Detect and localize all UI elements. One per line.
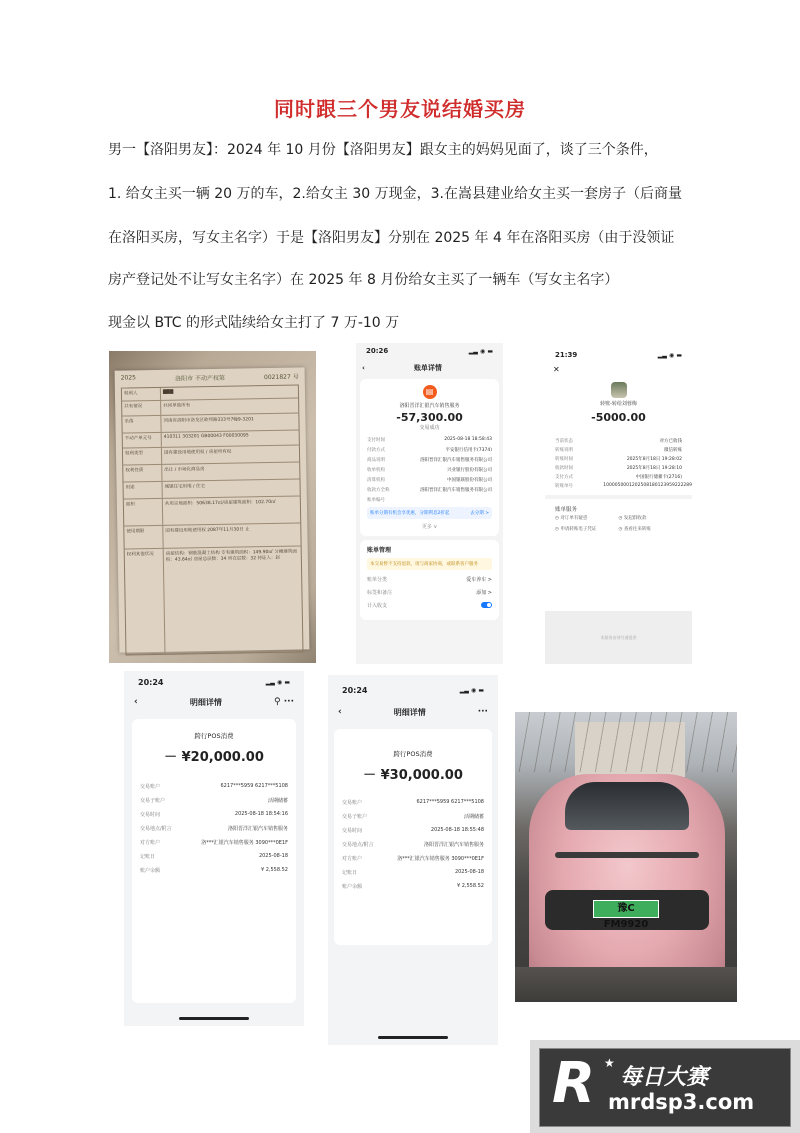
service-label: 对订单有疑惑 — [560, 516, 588, 521]
toggle-knob — [487, 603, 491, 607]
merchant-name: 洛阳晋洋汇银汽车销售服务 — [399, 403, 460, 409]
payee-avatar — [611, 382, 627, 398]
paragraph-5: 现金以 BTC 的形式陆续给女主打了 7 万-10 万 — [108, 315, 400, 331]
detail-label: 转账说明 — [555, 448, 573, 453]
detail-value: 对方已收钱 — [659, 439, 682, 444]
detail-value: 2025-08-18 — [454, 869, 484, 875]
detail-value: 活期储蓄 — [463, 814, 484, 820]
bill-service-title: 账单服务 — [555, 507, 578, 513]
transaction-type: 跨行POS消费 — [194, 732, 234, 740]
detail-row — [342, 841, 484, 848]
detail-value: 2025年8月18日 19:28:10 — [626, 466, 682, 471]
certificate-row-value: 河南省洛阳市洛龙区欧邦路333号7幢9-3201 — [163, 417, 254, 424]
detail-row — [140, 783, 288, 790]
star-icon: ★ — [604, 1056, 615, 1070]
license-plate: 豫C FM9920 — [593, 900, 659, 918]
certificate-row-value: 房屋结构：钢筋混凝土结构 专有建筑面积：149.90㎡ 分摊建筑面积：43.64㎡ 房屋总层数：34 所在层数：32 持证人：赵 — [165, 549, 297, 563]
watermark-site: mrdsp3.com — [608, 1090, 755, 1114]
detail-value: 中国银行储蓄卡(2716) — [635, 475, 682, 480]
watermark-logo: R — [552, 1051, 596, 1116]
bill-nav — [356, 359, 503, 377]
property-certificate-photo — [109, 351, 316, 663]
certificate-row — [124, 496, 300, 526]
certificate-row-label: 使用期限 — [124, 526, 163, 549]
bill-status: 交易成功 — [419, 425, 440, 431]
manage-row[interactable] — [367, 589, 492, 596]
detail-row — [140, 811, 288, 818]
paragraph-3: 在洛阳买房，写女主名字）于是【洛阳男友】分别在 2025 年 4 年在洛阳买房（由于没领证 — [108, 230, 675, 246]
transfer-rows — [545, 438, 692, 489]
detail-row — [367, 487, 492, 493]
detail-value: ¥ 2,558.52 — [456, 883, 484, 889]
detail-label: 对方账户 — [140, 840, 161, 846]
home-indicator — [378, 1036, 448, 1039]
status-bar — [356, 343, 503, 359]
detail-value: 洛***汇银汽车销售服务 3090***0E1F — [201, 840, 288, 846]
detail-value: 2025-08-18 18:55:48 — [430, 827, 484, 833]
paragraph-4: 房产登记处不让写女主名字）在 2025 年 8 月份给女主买了一辆车（写女主名字） — [108, 272, 619, 288]
detail-value: 1000050001202508180123959222289 — [603, 483, 692, 488]
certificate-row-label: 面积 — [124, 499, 163, 526]
more-icon[interactable]: ··· — [283, 697, 294, 707]
service-item[interactable] — [555, 526, 619, 532]
battery-icon: ▂▃ ◉ ▬ — [657, 351, 682, 359]
more-toggle[interactable]: 更多 ∨ — [421, 524, 438, 530]
detail-value: 洛阳晋洋汇银汽车销售服务有限公司 — [420, 458, 492, 463]
status-bar — [328, 681, 498, 699]
manage-row-value: 添加 > — [476, 590, 492, 596]
detail-label: 支付时间 — [367, 438, 385, 443]
detail-value: 洛阳晋洋汇银汽车销售服务有限公司 — [420, 488, 492, 493]
back-icon[interactable]: ‹ — [134, 697, 138, 707]
certificate-row — [125, 546, 303, 654]
detail-row — [140, 867, 288, 874]
detail-value: 2025-08-18 — [258, 853, 288, 859]
paragraph-2: 1. 给女主买一辆 20 万的车，2.给女主 30 万现金，3.在嵩县建业给女主买一套房子（后商量 — [108, 186, 682, 202]
pos-card — [334, 729, 492, 945]
detail-value: 2025-08-18 18:54:16 — [234, 811, 288, 817]
bill-services — [545, 515, 692, 532]
detail-row — [555, 474, 682, 480]
service-icon: ◷ — [555, 516, 561, 521]
detail-value: 兴业银行股份有限公司 — [447, 468, 492, 473]
transaction-type: 跨行POS消费 — [393, 750, 433, 758]
service-item[interactable] — [619, 526, 683, 532]
windshield — [565, 782, 689, 830]
certificate-row-label: 用途 — [124, 482, 163, 499]
pos-nav — [124, 691, 304, 713]
transaction-amount: － ¥20,000.00 — [164, 750, 264, 765]
bill-card — [360, 379, 499, 536]
pos-rows — [140, 783, 288, 874]
transfer-amount: -5000.00 — [591, 411, 646, 424]
certificate-row-value: 出让 / 市场化商品房 — [164, 467, 205, 473]
certificate-row — [124, 523, 300, 549]
promo-action[interactable]: 去分期 > — [470, 511, 489, 516]
parking-ground — [515, 967, 737, 1002]
status-time: 20:24 — [342, 685, 368, 695]
detail-row — [342, 827, 484, 834]
detail-label: 账户余额 — [140, 868, 161, 874]
certificate-heading: 不动产权第 — [194, 374, 226, 383]
detail-label: 记账日 — [342, 870, 358, 876]
detail-label: 收款时间 — [555, 466, 573, 471]
certificate-row-label: 权利性质 — [123, 465, 162, 482]
detail-row — [140, 839, 288, 846]
more-icon[interactable]: ··· — [477, 707, 488, 717]
watermark — [530, 1040, 800, 1133]
merchant-icon: ▤ — [423, 385, 437, 399]
detail-label: 对方账户 — [342, 856, 363, 862]
certificate-city: 洛阳市 — [174, 375, 194, 383]
detail-label: 转账时间 — [555, 457, 573, 462]
status-bar — [545, 347, 692, 363]
certificate-row-value: 国有建设用地使用权 2087年11月30日 止 — [165, 527, 250, 534]
service-label: 申请转账电子凭证 — [560, 527, 597, 532]
manage-row[interactable] — [367, 602, 492, 609]
transfer-detail-screenshot — [545, 343, 692, 664]
detail-label: 商品说明 — [367, 458, 385, 463]
service-icon: ◷ — [555, 527, 561, 532]
refund-notice: 本交易暂不支持退款，请与商家协商，或联系客户服务 — [367, 558, 492, 570]
detail-value: 洛阳晋洋汇银汽车销售服务 — [423, 842, 484, 848]
detail-row — [342, 869, 484, 876]
certificate-row-label: 不动产单元号 — [123, 433, 162, 448]
bill-manage-title: 账单管理 — [367, 547, 392, 554]
detail-label: 交易地点/附言 — [342, 842, 374, 848]
pos-rows — [342, 799, 484, 890]
status-time: 21:39 — [555, 351, 578, 359]
detail-row — [367, 477, 492, 483]
detail-row — [342, 813, 484, 820]
detail-label: 账单编号 — [367, 498, 385, 503]
bill-rows — [367, 437, 492, 503]
bill-detail-screenshot — [356, 343, 503, 664]
certificate-row-label: 权利人 — [122, 388, 161, 401]
installment-promo[interactable] — [367, 507, 492, 519]
pos-page-title: 明细详情 — [189, 697, 222, 707]
pos-nav — [328, 701, 498, 723]
detail-label: 交易时间 — [342, 828, 363, 834]
detail-label: 付款方式 — [367, 448, 385, 453]
detail-row — [555, 447, 682, 453]
detail-value: 6217***5959 6217***5108 — [416, 799, 484, 805]
detail-row — [367, 457, 492, 463]
manage-rows — [367, 576, 492, 609]
pos-detail-2-screenshot — [328, 675, 498, 1045]
service-label: 发起群收款 — [623, 516, 647, 521]
detail-value: 微信转账 — [664, 448, 682, 453]
detail-label: 收款方全称 — [367, 488, 390, 493]
certificate-year: 2025 — [120, 374, 137, 382]
certificate-row-label: 坐落 — [122, 416, 161, 433]
pink-car-photo — [515, 712, 737, 1002]
detail-row — [342, 799, 484, 806]
detail-value: 2025-08-18 18:58:43 — [444, 437, 492, 442]
battery-icon: ▂▃ ◉ ▬ — [265, 678, 290, 686]
promo-text: 账单分期有机会享优惠，分期利息2折起 — [370, 511, 450, 516]
status-bar — [124, 673, 304, 691]
transaction-amount: － ¥30,000.00 — [363, 768, 463, 783]
detail-row — [140, 825, 288, 832]
headlight-bar — [555, 852, 699, 858]
detail-value: 2025年8月18日 19:28:02 — [626, 457, 682, 462]
detail-row — [367, 437, 492, 443]
detail-value: 洛***汇银汽车销售服务 3090***0E1F — [397, 856, 484, 862]
home-indicator — [179, 1017, 249, 1020]
detail-label: 交易子账户 — [140, 798, 166, 804]
detail-row — [140, 853, 288, 860]
certificate-row-value: 城镇住宅用地 / 住宅 — [164, 484, 206, 490]
detail-row — [342, 855, 484, 862]
bill-amount: -57,300.00 — [396, 411, 463, 424]
detail-value: 洛阳晋洋汇银汽车销售服务 — [227, 826, 288, 832]
service-item[interactable] — [555, 515, 619, 521]
certificate-table — [121, 384, 304, 655]
bill-page-title: 账单详情 — [413, 364, 442, 372]
certificate-number: 0021827 — [263, 373, 291, 382]
service-icon: ◷ — [618, 516, 624, 521]
toggle-switch[interactable] — [481, 602, 492, 608]
close-icon[interactable]: ✕ — [553, 365, 560, 374]
detail-row — [367, 467, 492, 473]
service-label: 查看往来转账 — [623, 527, 651, 532]
detail-label: 收单机构 — [367, 468, 385, 473]
manage-row[interactable] — [367, 576, 492, 583]
service-item[interactable] — [619, 515, 683, 521]
detail-row — [555, 438, 682, 444]
detail-row — [342, 883, 484, 890]
paragraph-1: 男一【洛阳男友】：2024 年 10 月份【洛阳男友】跟女主的妈妈见面了，谈了三个条件， — [108, 142, 658, 158]
detail-label: 当前状态 — [555, 439, 573, 444]
search-icon[interactable]: ⚲ — [274, 697, 281, 707]
detail-value: 平安银行信用卡(7374) — [445, 448, 492, 453]
pos-detail-1-screenshot — [124, 671, 304, 1026]
battery-icon: ▂▃ ◉ ▬ — [459, 686, 484, 694]
detail-label: 交易地点/附言 — [140, 826, 172, 832]
detail-label: 支付方式 — [555, 475, 573, 480]
detail-value: 中国银联股份有限公司 — [447, 478, 492, 483]
detail-row — [140, 797, 288, 804]
detail-row — [367, 497, 492, 503]
footer-text: 本服务由财付通提供 — [600, 635, 637, 640]
manage-row-label: 账单分类 — [367, 577, 388, 583]
detail-row — [555, 483, 692, 489]
status-time: 20:26 — [366, 347, 389, 355]
detail-row — [555, 465, 682, 471]
detail-value: 6217***5959 6217***5108 — [220, 783, 288, 789]
detail-label: 交易时间 — [140, 812, 161, 818]
manage-row-label: 计入收支 — [367, 603, 388, 609]
document-title: 同时跟三个男友说结婚买房 — [274, 97, 526, 121]
detail-label: 转账单号 — [555, 484, 573, 489]
detail-label: 记账日 — [140, 854, 156, 860]
certificate-row-value: ▇▇▇ — [162, 389, 174, 395]
certificate-row-label: 权利其他状况 — [125, 549, 166, 654]
payee-name: 转账-转给刘蓉梅 — [600, 401, 637, 407]
bill-manage-card — [360, 540, 499, 620]
certificate-row-value: 国有建设用地使用权 / 房屋所有权 — [163, 449, 232, 456]
manage-row-value: 爱车养车 > — [466, 577, 492, 583]
watermark-brand: 每日大赛 — [620, 1065, 709, 1090]
detail-label: 账户余额 — [342, 884, 363, 890]
certificate-row-label: 权利类型 — [123, 448, 162, 465]
detail-row — [555, 456, 682, 462]
bare-trees — [515, 712, 737, 772]
detail-value: 活期储蓄 — [267, 798, 288, 804]
detail-label: 交易子账户 — [342, 814, 368, 820]
back-icon[interactable]: ‹ — [338, 707, 342, 717]
certificate-row-value: 410311 303201 GB00043 F00030095 — [163, 433, 249, 440]
pos-page-title: 明细详情 — [393, 707, 426, 717]
footer-area — [545, 611, 692, 664]
manage-row-label: 标签和备注 — [367, 590, 393, 596]
certificate-row-value: 共同单独所有 — [163, 403, 191, 409]
certificate-row-value: 共用宗地面积：50638.17㎡/房屋建筑面积：102.70㎡ — [164, 499, 276, 507]
detail-row — [367, 447, 492, 453]
service-icon: ◷ — [618, 527, 624, 532]
status-time: 20:24 — [138, 677, 164, 687]
back-icon[interactable]: ‹ — [362, 364, 365, 372]
detail-value: ¥ 2,558.52 — [260, 867, 288, 873]
detail-label: 清算机构 — [367, 478, 385, 483]
certificate-suffix: 号 — [292, 373, 299, 381]
certificate-row-label: 共有情况 — [122, 401, 161, 416]
certificate-page — [115, 367, 310, 652]
pos-card — [132, 719, 296, 1003]
detail-label: 交易账户 — [140, 784, 161, 790]
detail-label: 交易账户 — [342, 800, 363, 806]
battery-icon: ▂▃ ◉ ▬ — [468, 347, 493, 355]
